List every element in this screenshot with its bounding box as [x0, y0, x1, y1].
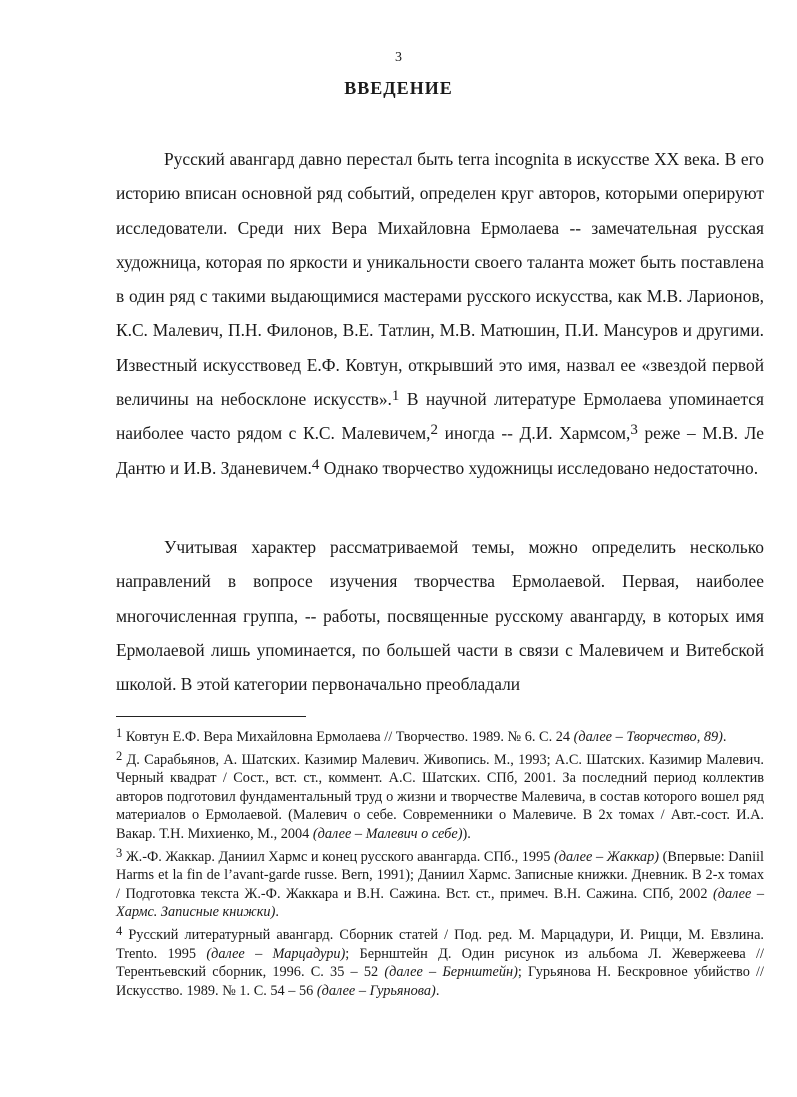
footnote-abbrev: (далее – Марцадури): [206, 945, 346, 962]
footnote-text: Ж.-Ф. Жаккар. Даниил Хармс и конец русского авангарда. СПб., 1995: [122, 848, 554, 865]
page-title: ВВЕДЕНИЕ: [344, 78, 453, 98]
paragraph-1: [116, 142, 764, 485]
footnote-abbrev: (далее – Творчество, 89): [573, 729, 723, 745]
footnote-abbrev-2: (далее – Хармс. Записные книжки): [116, 885, 764, 921]
footnote-3: [116, 845, 764, 922]
paragraph-2-text: Учитывая характер рассматриваемой темы, можно определить несколько направлений в вопросе изучения творчества Ермолаевой. Первая, наиболее многочисленная группа, -- работы, посвященные русскому авангарду, в которых имя Ермолаевой лишь упоминается, по большей части в связи с Малевичем и Витебской школой. В этой категории первоначально преобладали: [116, 537, 764, 695]
footnote-4: [116, 923, 764, 1000]
page-number: 3: [395, 50, 402, 65]
footnote-number: 1: [116, 726, 123, 740]
footnote-tail: .: [435, 982, 440, 999]
footnote-divider: [116, 716, 306, 717]
paragraph-1-text-c: иногда -- Д.И. Хармсом,: [438, 423, 631, 444]
footnote-text: Русский литературный авангард. Сборник статей / Под. ред. М. Марцадури, И. Рицци, М. Евзлина. Trento. 1995: [116, 926, 764, 962]
paragraph-2: [116, 530, 764, 701]
footnote-ref-2[interactable]: 2: [430, 422, 439, 439]
footnote-text: Ковтун Е.Ф. Вера Михайловна Ермолаева // Творчество. 1989. № 6. С. 24: [122, 729, 574, 745]
paragraph-1-text-b: В научной литературе Ермолаева упоминается наиболее часто рядом с К.С. Малевичем,: [116, 389, 764, 444]
footnote-number: 4: [116, 923, 123, 938]
footnote-text-2: ; Бернштейн Д. Один рисунок из альбома Л. Жевержеева // Терентьевский сборник, 1996. С. 35 – 52: [116, 945, 764, 981]
footnote-number: 3: [116, 845, 123, 860]
footnote-abbrev-3: (далее – Гурьянова): [316, 982, 436, 999]
paragraph-1-text-e: Однако творчество художницы исследовано недостаточно.: [319, 457, 759, 478]
footnote-1: [116, 728, 764, 747]
footnote-ref-1[interactable]: 1: [391, 388, 400, 405]
footnote-text-2: (Впервые: Daniil Harms et la fin de l’avant-garde russe. Bern, 1991); Даниил Хармс. Записные книжки. Дневник. В 2-х томах / Подготовка текста Ж.-Ф. Жаккара и В.Н. Сажина. Вст. ст., примеч. В.Н. Сажина. СПб, 2002: [116, 848, 764, 902]
paragraph-1-text-a: Русский авангард давно перестал быть terra incognita в искусстве XX века. В его историю вписан основной ряд событий, определен круг авторов, которыми оперируют исследователи. Среди них Вера Михайловна Ермолаева -- замечательная русская художница, которая по яркости и уникальности своего таланта может быть поставлена в один ряд с такими выдающимися мастерами русского искусства, как М.В. Ларионов, К.С. Малевич, П.Н. Филонов, В.Е. Татлин, М.В. Матюшин, П.И. Мансуров и другими. Известный искусствовед Е.Ф. Ковтун, открывший это имя, назвал ее «звездой первой величины на небосклоне искусств».: [116, 149, 764, 410]
footnote-ref-4[interactable]: 4: [311, 456, 320, 473]
footnote-number: 2: [116, 748, 123, 763]
footnotes: [116, 728, 764, 1004]
footnote-text: Д. Сарабьянов, А. Шатских. Казимир Малевич. Живопись. М., 1993; А.С. Шатских. Казимир Малевич. Черный квадрат / Сост., вст. ст., коммент. А.С. Шатских. СПб, 2001. За последний период коллектив авторов подготовил фундаментальный труд о жизни и творчестве Малевича, в состав которого вошел ряд материалов о Ермолаевой. (Малевич о себе. Современники о Малевиче. В 2х томах / Авт.-сост. И.А. Вакар. Т.Н. Михиенко, М., 2004: [116, 751, 764, 842]
footnote-tail: ).: [462, 825, 471, 842]
footnote-abbrev-2: (далее – Бернштейн): [384, 964, 518, 981]
footnote-ref-3[interactable]: 3: [630, 422, 638, 439]
footnote-abbrev: (далее – Жаккар): [553, 848, 659, 865]
paragraph-1-text-d: реже – М.В. Ле Дантю и И.В. Зданевичем.: [116, 423, 764, 478]
footnote-2: [116, 748, 764, 844]
footnote-tail: .: [722, 729, 727, 745]
footnote-tail: .: [275, 904, 279, 921]
footnote-text-3: ; Гурьянова Н. Бескровное убийство // Искусство. 1989. № 1. С. 54 – 56: [116, 964, 764, 999]
footnote-abbrev: (далее – Малевич о себе): [312, 825, 463, 842]
